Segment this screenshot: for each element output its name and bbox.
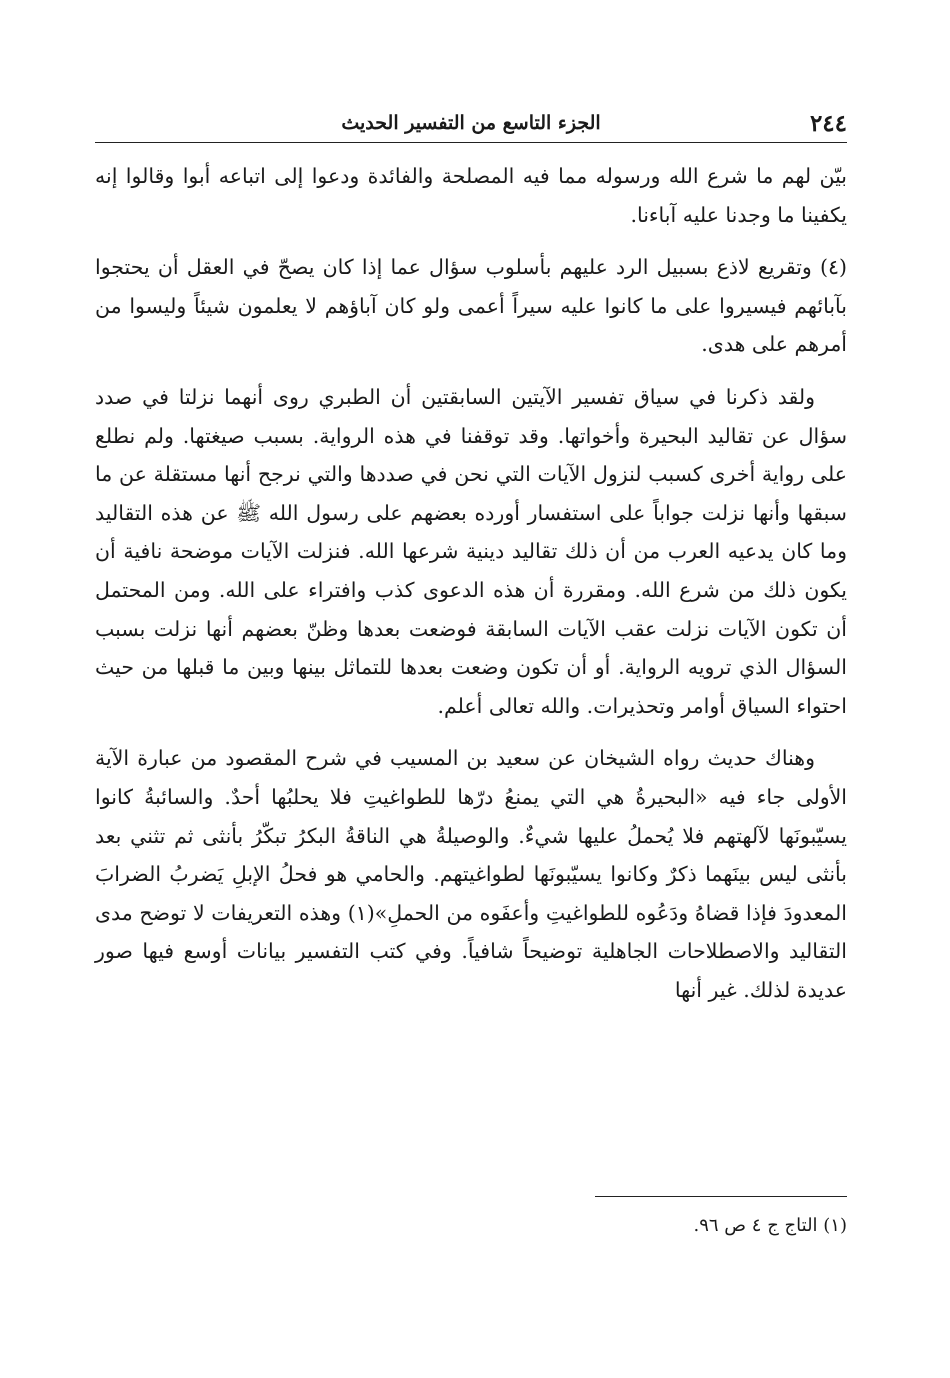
- paragraph-tabari-narration: ولقد ذكرنا في سياق تفسير الآيتين السابقتين أن الطبري روى أنهما نزلتا في صدد سؤال عن تقاليد البحيرة وأخواتها. وقد توقفنا في هذه الرواية. بسبب صيغتها. ولم نطلع على رواية أخرى كسبب لنزول الآيات التي نحن في صددها والتي نرجح أنها مستقلة عن ما سبقها وأنها نزلت جواباً على استفسار أورده بعضهم على رسول الله ﷺ عن هذه التقاليد وما كان يدعيه العرب من أن ذلك تقاليد دينية شرعها الله. فنزلت الآيات موضحة نافية أن يكون ذلك من شرع الله. ومقررة أن هذه الدعوى كذب وافتراء على الله. ومن المحتمل أن تكون الآيات نزلت عقب الآيات السابقة فوضعت بعدها وظنّ بعضهم أنها نزلت بسبب السؤال الذي ترويه الرواية. أو أن تكون وضعت بعدها للتماثل بينها وبين ما قبلها من حيث احتواء السياق أوامر وتحذيرات. والله تعالى أعلم.: [95, 384, 847, 718]
- book-page: [95, 108, 847, 1308]
- paragraph-hadith: وهناك حديث رواه الشيخان عن سعيد بن المسيب في شرح المقصود من عبارة الآية الأولى جاء فيه «البحيرةُ هي التي يمنعُ درّها للطواغيتِ فلا يحلبُها أحدٌ. والسائبةُ كانوا يسيّبونَها لآلهتهم فلا يُحملُ عليها شيءٌ. والوصيلةُ هي الناقةُ البكرُ تبكّرُ بأنثى ثم تثني بعد بأنثى ليس بينَهما ذكرٌ وكانوا يسيّبونَها لطواغيتهم. والحامي هو فحلُ الإبلِ يَضربُ الضرابَ المعدودَ فإذا قضاهُ ودَعُوه للطواغيتِ وأعفَوه من الحملِ»(١) وهذه التعريفات لا توضح مدى التقاليد والاصطلاحات الجاهلية توضيحاً شافياً. وفي كتب التفسير بيانات أوسع فيها صور عديدة لذلك. غير أنها: [95, 746, 847, 1002]
- running-head-title: الجزء التاسع من التفسير الحديث: [341, 112, 601, 134]
- page-number: ٢٤٤: [809, 110, 847, 137]
- running-head: [95, 108, 847, 143]
- footnote-separator: [595, 1196, 847, 1197]
- footnote: (١) التاج ج ٤ ص ٩٦.: [693, 1215, 847, 1236]
- paragraph-continuation: بيّن لهم ما شرع الله ورسوله مما فيه المصلحة والفائدة ودعوا إلى اتباعه أبوا وقالوا إنه يكفينا ما وجدنا عليه آباءنا.: [95, 164, 847, 227]
- body-text: [95, 157, 847, 1009]
- paragraph-point-4: (٤) وتقريع لاذع بسبيل الرد عليهم بأسلوب سؤال عما إذا كان يصحّ في العقل أن يحتجوا بآبائهم فيسيروا على ما كانوا عليه سيراً أعمى ولو كان آباؤهم لا يعلمون شيئاً وليسوا من أمرهم على هدى.: [95, 255, 847, 357]
